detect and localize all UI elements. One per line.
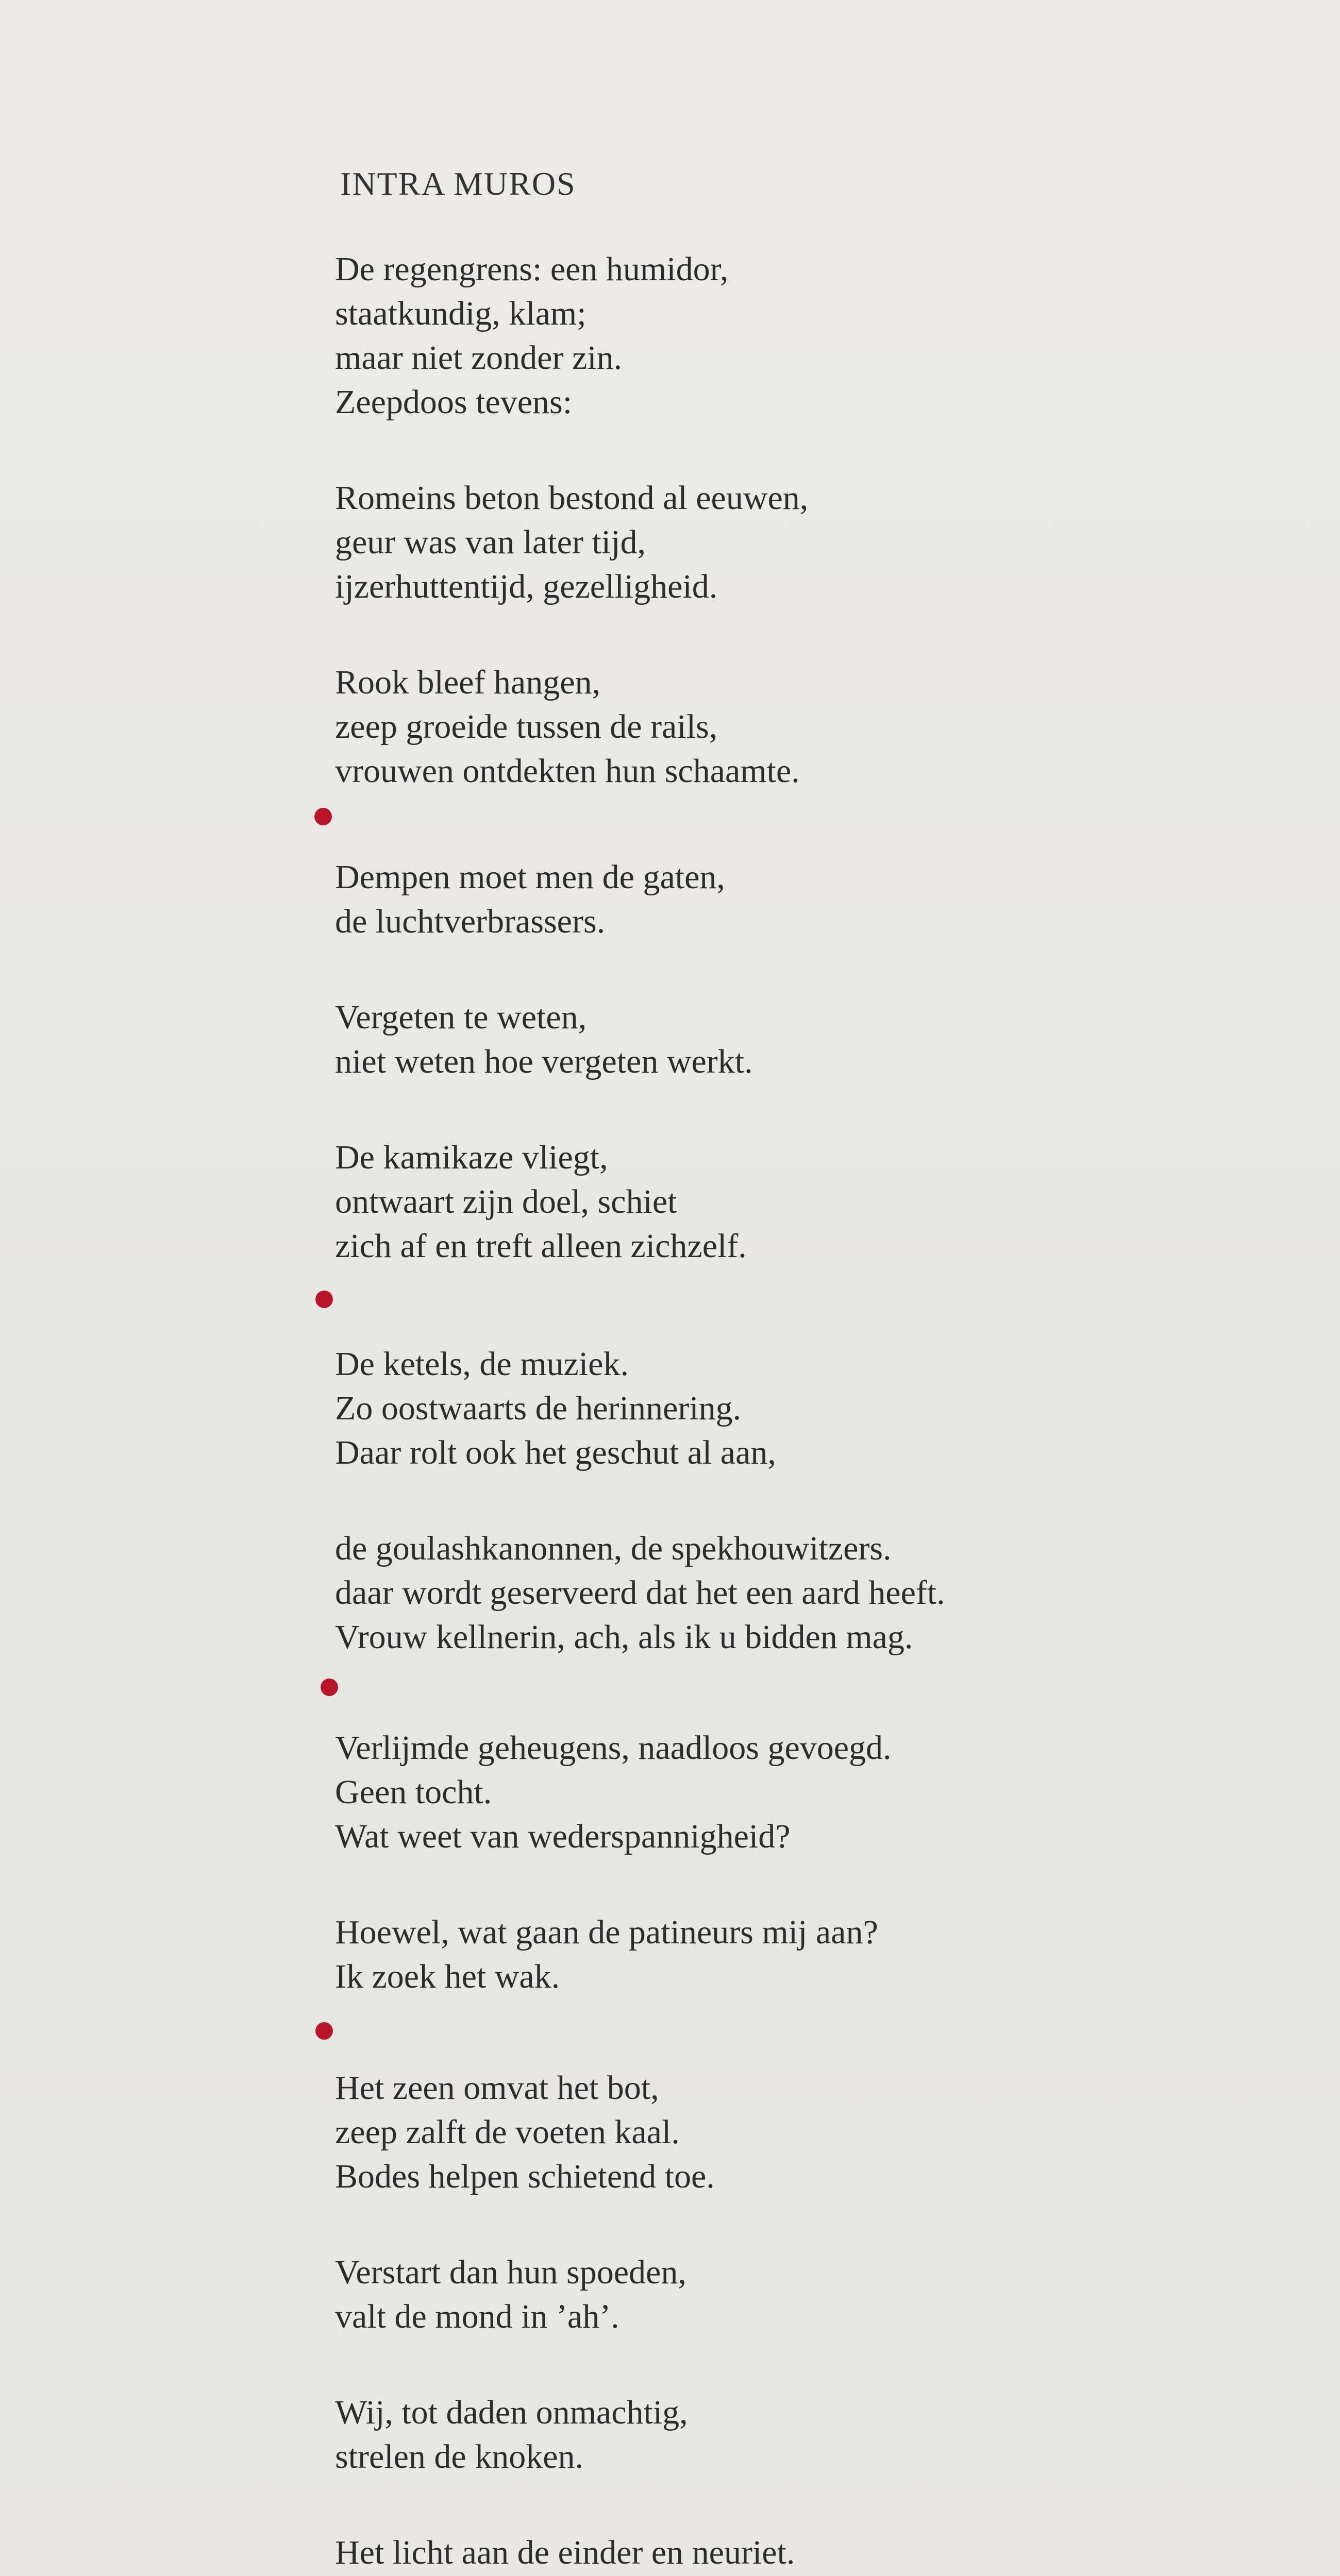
section-divider-dot [315,2022,333,2040]
section-divider-dot [314,808,332,825]
poem-line: Het zeen omvat het bot, [335,2069,659,2107]
poem-line: Rook bleef hangen, [335,664,601,701]
poem-line: Geen tocht. [335,1773,492,1811]
poem-line: De regengrens: een humidor, [335,250,729,288]
stanza [335,2066,795,2199]
poem-line: De ketels, de muziek. [335,1345,629,1383]
poem-line: geur was van later tijd, [335,523,646,561]
poem-line: zich af en treft alleen zichzelf. [335,1227,747,1265]
poem-line: ijzerhuttentijd, gezelligheid. [335,568,718,605]
poem-line: Hoewel, wat gaan de patineurs mij aan? [335,1913,878,1951]
poem-line: strelen de knoken. [335,2438,584,2476]
stanza [335,1136,753,1268]
poem-line: Wat weet van wederspannigheid? [335,1818,791,1855]
stanza [335,1527,945,1659]
poem-line: zeep groeide tussen de rails, [335,708,718,745]
stanza [335,660,808,793]
stanza [335,2250,795,2339]
poem-line: Vrouw kellnerin, ach, als ik u bidden mag. [335,1618,913,1656]
poem-line: Zeepdoos tevens: [335,383,573,421]
stanza [335,247,808,425]
poem-line: vrouwen ontdekten hun schaamte. [335,752,800,790]
section-divider-dot [315,1291,333,1308]
stanza [335,1342,945,1475]
stanza [335,1726,892,1859]
stanza [335,995,753,1084]
poem-line: Romeins beton bestond al eeuwen, [335,479,809,517]
poem-line: Ik zoek het wak. [335,1958,560,1995]
poem-section-1 [335,247,808,793]
poem-line: Verstart dan hun spoeden, [335,2253,686,2291]
poem-section-2 [335,855,753,1268]
poem-line: daar wordt geserveerd dat het een aard heeft. [335,1574,945,1612]
poem-line: staatkundig, klam; [335,295,587,332]
poem-line: ontwaart zijn doel, schiet [335,1183,677,1221]
section-divider-dot [321,1679,338,1696]
poem-line: Het licht aan de einder en neuriet. [335,2534,795,2571]
poem-line: zeep zalft de voeten kaal. [335,2113,680,2151]
poem-section-3 [335,1342,945,1659]
stanza [335,2391,795,2479]
poem-line: de goulashkanonnen, de spekhouwitzers. [335,1530,892,1567]
poem-line: Verlijmde geheugens, naadloos gevoegd. [335,1729,892,1767]
stanza [335,2531,795,2575]
poem-line: Wij, tot daden onmachtig, [335,2394,688,2431]
poem-line: Bodes helpen schietend toe. [335,2158,715,2195]
poem-line: valt de mond in ’ah’. [335,2298,619,2335]
poem-line: Dempen moet men de gaten, [335,858,725,896]
poem-line: De kamikaze vliegt, [335,1139,608,1176]
poem-line: niet weten hoe vergeten werkt. [335,1043,753,1080]
poem-line: Zo oostwaarts de herinnering. [335,1389,742,1427]
poem-line: Daar rolt ook het geschut al aan, [335,1434,776,1471]
poem-line: Vergeten te weten, [335,998,587,1036]
poem-line: maar niet zonder zin. [335,339,623,377]
poem-section-4 [335,1726,892,1999]
stanza [335,1910,892,1999]
poem-line: de luchtverbrassers. [335,903,606,940]
poem-section-5 [335,2066,795,2575]
stanza [335,855,753,944]
poem-title: INTRA MUROS [340,165,576,202]
stanza [335,476,808,609]
